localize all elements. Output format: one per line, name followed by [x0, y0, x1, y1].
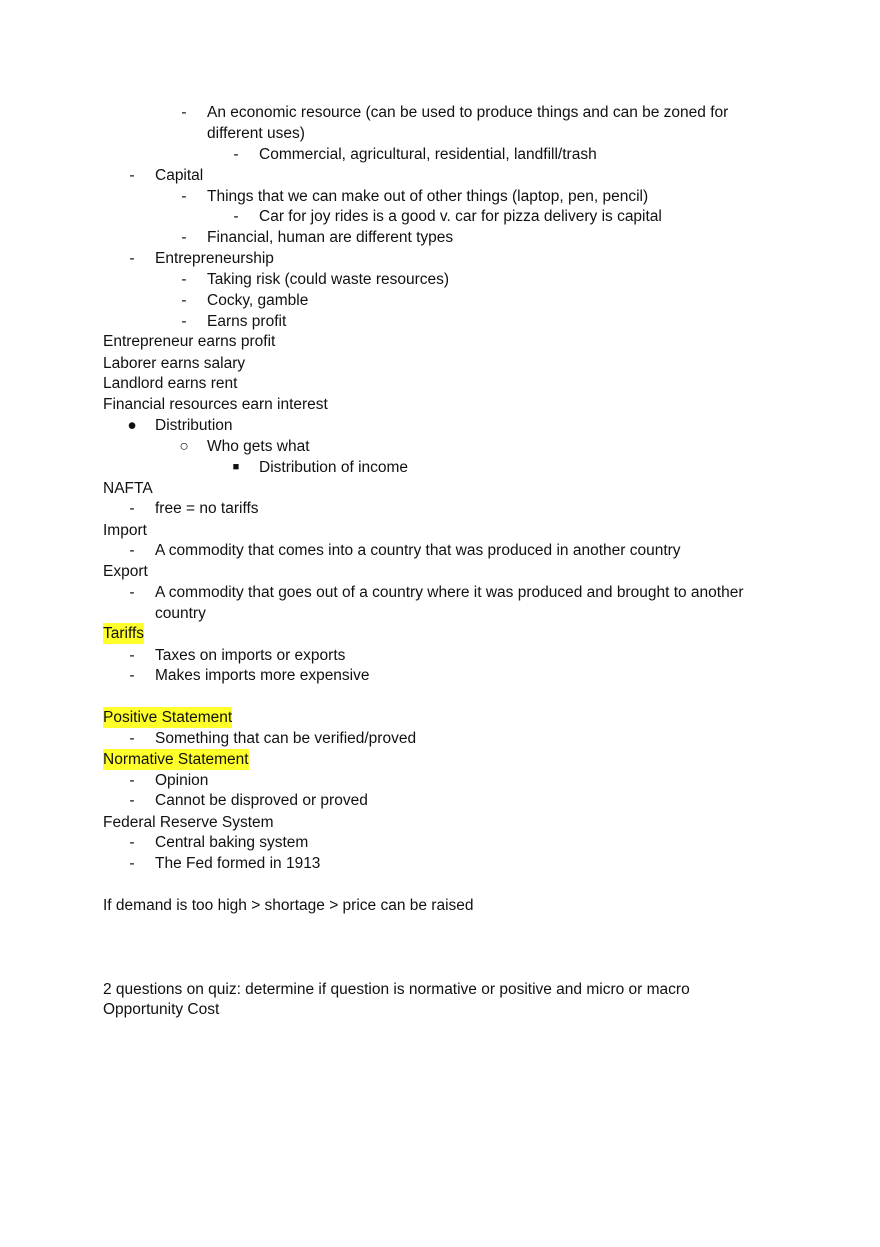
note-text: A commodity that goes out of a country where it was produced and brought to another	[155, 584, 744, 601]
dash-bullet: -	[181, 271, 187, 288]
note-heading: Import	[103, 522, 147, 539]
note-text: Taking risk (could waste resources)	[207, 271, 450, 288]
dash-bullet: -	[129, 542, 135, 559]
highlighted-heading: Tariffs	[103, 625, 145, 642]
note-heading: NAFTA	[103, 480, 153, 497]
dash-bullet: -	[129, 792, 135, 809]
dash-bullet: -	[129, 667, 135, 684]
dash-bullet: -	[233, 208, 239, 225]
dash-bullet: -	[129, 855, 135, 872]
dash-bullet: -	[129, 584, 135, 601]
note-text: Financial resources earn interest	[103, 396, 328, 413]
note-heading: Export	[103, 563, 148, 580]
note-text: Commercial, agricultural, residential, landfill/trash	[259, 146, 597, 163]
note-text: Opportunity Cost	[103, 1001, 220, 1018]
dash-bullet: -	[129, 500, 135, 517]
dash-bullet: -	[181, 188, 187, 205]
note-text: Earns profit	[207, 313, 287, 330]
hollow-circle-bullet-icon: ○	[179, 438, 189, 455]
note-text: Entrepreneurship	[155, 250, 274, 267]
note-text: The Fed formed in 1913	[155, 855, 321, 872]
note-text: Entrepreneur earns profit	[103, 333, 276, 350]
dash-bullet: -	[181, 229, 187, 246]
note-text: Taxes on imports or exports	[155, 647, 346, 664]
dash-bullet: -	[129, 167, 135, 184]
note-text: Opinion	[155, 772, 209, 789]
note-text: free = no tariffs	[155, 500, 259, 517]
note-text: Things that we can make out of other things (laptop, pen, pencil)	[207, 188, 649, 205]
dash-bullet: -	[129, 834, 135, 851]
dash-bullet: -	[181, 104, 187, 121]
note-text: An economic resource (can be used to produce things and can be zoned for	[207, 104, 729, 121]
dash-bullet: -	[129, 647, 135, 664]
dash-bullet: -	[129, 772, 135, 789]
highlighted-heading: Positive Statement	[103, 709, 233, 726]
note-text: 2 questions on quiz: determine if question is normative or positive and micro or macro	[103, 981, 690, 998]
note-text: different uses)	[207, 125, 305, 142]
note-text: Cocky, gamble	[207, 292, 309, 309]
dash-bullet: -	[181, 292, 187, 309]
note-text: Who gets what	[207, 438, 310, 455]
dash-bullet: -	[233, 146, 239, 163]
note-text: Capital	[155, 167, 204, 184]
filled-circle-bullet-icon: ●	[127, 417, 137, 434]
note-text: Landlord earns rent	[103, 375, 238, 392]
note-text: country	[155, 605, 206, 622]
note-text: Car for joy rides is a good v. car for pizza delivery is capital	[259, 208, 662, 225]
dash-bullet: -	[181, 313, 187, 330]
note-text: If demand is too high > shortage > price can be raised	[103, 897, 474, 914]
square-bullet-icon: ■	[232, 461, 240, 473]
note-text: Distribution of income	[259, 459, 409, 476]
note-text: A commodity that comes into a country that was produced in another country	[155, 542, 681, 559]
highlighted-heading: Normative Statement	[103, 751, 249, 768]
note-heading: Federal Reserve System	[103, 814, 274, 831]
dash-bullet: -	[129, 730, 135, 747]
note-text: Something that can be verified/proved	[155, 730, 417, 747]
dash-bullet: -	[129, 250, 135, 267]
note-text: Makes imports more expensive	[155, 667, 370, 684]
note-text: Central baking system	[155, 834, 309, 851]
note-text: Financial, human are different types	[207, 229, 454, 246]
note-text: Cannot be disproved or proved	[155, 792, 368, 809]
note-text: Distribution	[155, 417, 233, 434]
note-text: Laborer earns salary	[103, 355, 246, 372]
